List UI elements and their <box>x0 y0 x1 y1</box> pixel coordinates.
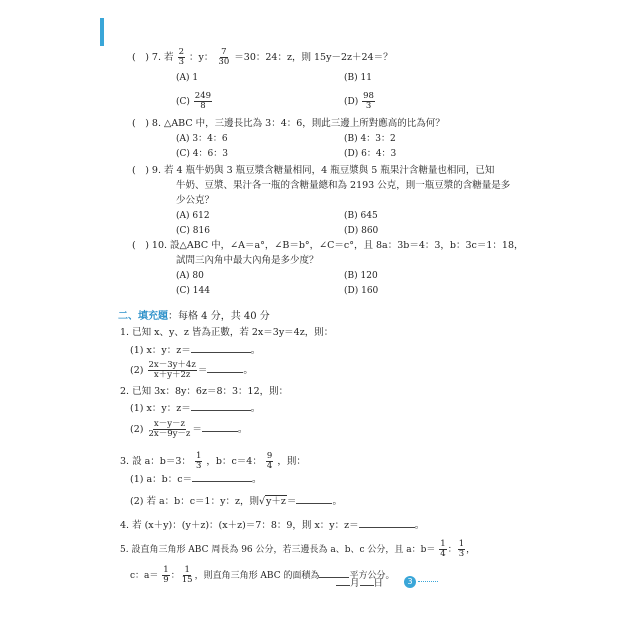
f5-f3-num: 1 <box>163 565 169 575</box>
fill-2-part-2 <box>130 420 247 439</box>
q7-option-c <box>176 92 213 111</box>
f5-fraction-2 <box>458 540 465 559</box>
q9-option-c: (C) 816 <box>176 226 210 236</box>
q7-d-fraction <box>362 92 375 111</box>
month-label: 月 <box>350 578 360 589</box>
fill-3-stem <box>120 452 306 471</box>
fill-1-part-2 <box>130 361 253 380</box>
q7-stem-pre: ( ) 7. 若 <box>132 52 174 63</box>
fill-1-part-1 <box>130 343 260 357</box>
month-blank[interactable] <box>336 576 350 586</box>
f2-den: 2x－9y－z <box>148 429 191 439</box>
q7-f2-num: 7 <box>221 47 227 57</box>
q7-c-fraction <box>194 92 212 111</box>
f2-p1-blank[interactable] <box>191 401 251 411</box>
q9-option-a: (A) 612 <box>176 211 210 221</box>
f3-p2-end: 。 <box>332 496 342 507</box>
f2-p2-end: 。 <box>237 424 248 435</box>
f2-p1-end: 。 <box>250 403 261 414</box>
f5-l2-pre: c：a＝ <box>130 571 159 581</box>
f3-fraction-2 <box>266 452 273 471</box>
f2-p2-label: (2) <box>130 424 144 435</box>
q8-option-b: (B) 4：3：2 <box>344 134 396 144</box>
f5-f2-num: 1 <box>458 539 465 549</box>
q7-c-label: (C) <box>176 97 190 107</box>
f1-p1-end: 。 <box>250 345 261 356</box>
question-10-line-2: 試問三內角中最大內角是多少度？ <box>176 255 319 266</box>
f5-f3-den: 9 <box>163 575 169 585</box>
f2-num: x－y－z <box>153 419 185 429</box>
f3-eq: ＝ <box>286 496 297 507</box>
f1-p1-blank[interactable] <box>191 343 251 353</box>
f3-p2-label: (2) 若 a：b：c＝1：y：z，則 <box>130 496 259 507</box>
page-dots-decoration <box>418 581 438 582</box>
q7-option-a: (A) 1 <box>176 73 199 83</box>
q7-d-num: 98 <box>363 91 374 101</box>
f1-num: 2x－3y＋4z <box>148 360 196 370</box>
q7-option-d <box>344 92 376 111</box>
f1-p1-label: (1) x：y：z＝ <box>130 345 191 356</box>
q8-option-a: (A) 3：4：6 <box>176 134 228 144</box>
f3-stem-post: ，則： <box>277 456 306 467</box>
f5-f4-num: 1 <box>184 565 190 575</box>
f3-f1-den: 3 <box>195 461 202 471</box>
day-blank[interactable] <box>360 576 374 586</box>
q7-f2-den: 30 <box>218 57 230 67</box>
f3-f1-num: 1 <box>195 451 202 461</box>
f5-l1-post: ， <box>466 545 476 555</box>
q7-d-label: (D) <box>344 97 359 107</box>
q9-option-d: (D) 860 <box>344 226 379 236</box>
f5-colon-1: ： <box>447 545 457 555</box>
f4-end: 。 <box>414 520 425 531</box>
fill-1-stem: 1. 已知 x、y、z 皆為正數，若 2x＝3y＝4z，則： <box>120 327 334 338</box>
f1-p2-blank[interactable] <box>207 363 243 373</box>
f3-fraction-1 <box>195 452 202 471</box>
question-9-line-1: ( ) 9. 若 4 瓶牛奶與 3 瓶豆漿含糖量相同，4 瓶豆漿與 5 瓶果汁含糖量也相同，已知 <box>132 165 495 176</box>
fill-2-part-1 <box>130 401 260 415</box>
f5-unit: 平方公分。 <box>349 571 395 581</box>
section-rule: ：每格 4 分，共 40 分 <box>168 311 270 322</box>
fill-2-stem: 2. 已知 3x：8y：6z＝8：3：12，則： <box>120 386 289 397</box>
fill-3-part-2: (2) 若 a：b：c＝1：y：z，則√y＋z＝ 。 <box>130 496 342 507</box>
f2-eq: ＝ <box>192 424 202 435</box>
q7-mid: ：y： <box>189 52 214 63</box>
q7-fraction-1 <box>178 48 185 67</box>
f5-f1-den: 4 <box>440 549 446 559</box>
f1-p2-label: (2) <box>130 365 144 376</box>
f2-p2-blank[interactable] <box>202 422 238 432</box>
f3-p1-end: 。 <box>252 474 262 485</box>
question-9-line-2: 牛奶、豆漿、果汁各一瓶的含糖量總和為 2193 公克，則一瓶豆漿的含糖量是多 <box>176 180 511 191</box>
q7-f1-num: 2 <box>178 47 184 57</box>
f3-stem-mid: ，b：c＝4： <box>206 456 262 467</box>
f5-f4-den: 15 <box>181 575 193 585</box>
f3-sqrt: y＋z <box>266 496 286 507</box>
f3-p1-label: (1) a：b：c＝ <box>130 474 193 485</box>
f1-den: x＋y＋2z <box>153 370 191 380</box>
f4-blank[interactable] <box>359 518 415 528</box>
question-10-line-1: ( ) 10. 設△ABC 中，∠A＝a°，∠B＝b°，∠C＝c°，且 8a：3b＝4：3，b：3c＝1：18， <box>132 240 524 251</box>
q8-option-d: (D) 6：4：3 <box>344 149 397 159</box>
f5-l1-pre: 5. 設直角三角形 ABC 周長為 96 公分，若三邊長為 a、b、c 公分，且 a：b＝ <box>120 545 436 555</box>
f5-f2-den: 3 <box>458 549 465 559</box>
f5-fraction-4 <box>181 566 194 585</box>
q8-option-c: (C) 4：6：3 <box>176 149 228 159</box>
f1-fraction <box>148 361 197 380</box>
f3-f2-num: 9 <box>266 451 273 461</box>
q7-d-den: 3 <box>365 101 372 111</box>
q7-stem-post: ＝30：24：z，則 15y－2z＋24＝？ <box>234 52 393 63</box>
q7-option-b: (B) 11 <box>344 73 372 83</box>
worksheet-page <box>104 18 540 622</box>
q7-fraction-2 <box>217 48 230 67</box>
f2-fraction <box>148 420 192 439</box>
q10-option-c: (C) 144 <box>176 286 210 296</box>
q10-option-b: (B) 120 <box>344 271 378 281</box>
f5-f1-num: 1 <box>440 539 446 549</box>
f1-eq: ＝ <box>197 365 208 376</box>
section-heading <box>118 311 270 323</box>
section-title: 二、填充題 <box>118 311 168 322</box>
f3-f2-den: 4 <box>266 461 273 471</box>
q10-option-d: (D) 160 <box>344 286 379 296</box>
f5-fraction-3 <box>162 566 169 585</box>
f4-stem: 4. 若 (x＋y)：(y＋z)：(x＋z)＝7：8：9，則 x：y：z＝ <box>120 520 359 531</box>
f2-p1-label: (1) x：y：z＝ <box>130 403 191 414</box>
fill-3-part-1 <box>130 472 262 486</box>
day-label: 日 <box>373 578 384 589</box>
q9-option-b: (B) 645 <box>344 211 378 221</box>
f5-l2-post: ，則直角三角形 ABC 的面積為 <box>194 571 320 581</box>
q7-c-den: 8 <box>200 101 206 111</box>
f3-p1-blank[interactable] <box>192 472 252 482</box>
page-number-badge: 3 <box>404 576 416 588</box>
question-9-line-3: 少公克？ <box>176 195 215 206</box>
f1-p2-end: 。 <box>243 365 253 376</box>
q10-option-a: (A) 80 <box>176 271 204 281</box>
question-8-stem: ( ) 8. △ABC 中，三邊長比為 3：4：6，則此三邊上所對應高的比為何？ <box>132 118 445 129</box>
fill-5-line-1 <box>120 540 475 559</box>
f3-p2-blank[interactable] <box>296 494 332 504</box>
f5-fraction-1 <box>439 540 446 559</box>
q7-f1-den: 3 <box>178 57 184 67</box>
f5-colon-2: ： <box>170 571 180 581</box>
question-7-stem <box>132 48 393 67</box>
date-field <box>336 575 383 589</box>
q7-c-num: 249 <box>194 91 212 101</box>
fill-4 <box>120 518 424 532</box>
f3-stem-pre: 3. 設 a：b＝3： <box>120 456 191 467</box>
